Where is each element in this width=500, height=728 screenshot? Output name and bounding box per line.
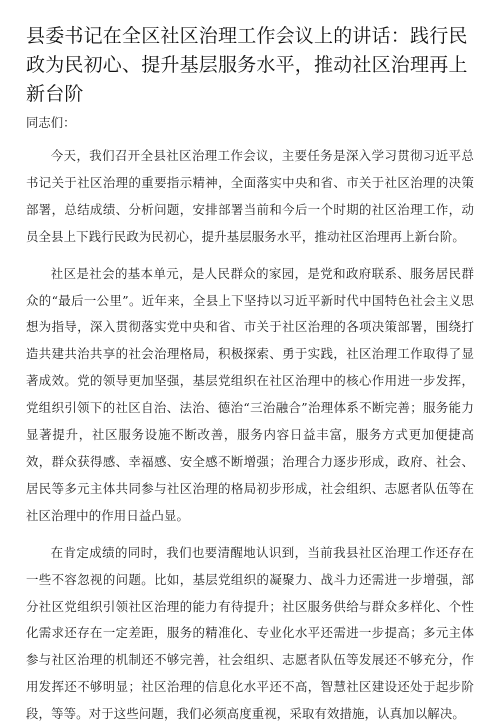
body-paragraph-2: 社区是社会的基本单元，是人民群众的家园，是党和政府联系、服务居民群众的“最后一公里”。近年来，全县上下坚持以习近平新时代中国特色社会主义思想为指导，深入贯彻落实党中央和省、市关于社区治理的各项决策部署，围绕打造共建共治共享的社会治理格局，积极探索、勇于实践，社区治理工作取得了显著成效。党的领导更加坚强，基层党组织在社区治理中的核心作用进一步发挥，党组织引领下的社区自治、法治、德治“三治融合”治理体系不断完善；服务能力显著提升，社区服务设施不断改善，服务内容日益丰富，服务方式更加便捷高效，群众获得感、幸福感、安全感不断增强；治理合力逐步形成，政府、社会、居民等多元主体共同参与社区治理的格局初步形成，社会组织、志愿者队伍等在社区治理中的作用日益凸显。	[26, 265, 474, 523]
body-paragraph-3: 在肯定成绩的同时，我们也要清醒地认识到，当前我县社区治理工作还存在一些不容忽视的问题。比如，基层党组织的凝聚力、战斗力还需进一步增强，部分社区党组织引领社区治理的能力有待提升；社区服务供给与群众多样化、个性化需求还存在一定差距，服务的精准化、专业化水平还需进一步提高；多元主体参与社区治理的机制还不够完善，社会组织、志愿者队伍等发展还不够充分，作用发挥还不够明显；社区治理的信息化水平还不高，智慧社区建设还处于起步阶段，等等。对于这些问题，我们必须高度重视，采取有效措施，认真加以解决。	[26, 544, 474, 722]
document-title: 县委书记在全区社区治理工作会议上的讲话：践行民政为民初心、提升基层服务水平，推动社区治理再上新台阶	[26, 25, 468, 105]
body-paragraph-1: 今天，我们召开全县社区治理工作会议，主要任务是深入学习贯彻习近平总书记关于社区治理的重要指示精神，全面落实中央和省、市关于社区治理的决策部署，总结成绩、分析问题，安排部署当前和今后一个时期的社区治理工作，动员全县上下践行民政为民初心，提升基层服务水平，推动社区治理再上新台阶。	[26, 148, 474, 244]
salutation: 同志们：	[26, 115, 76, 130]
